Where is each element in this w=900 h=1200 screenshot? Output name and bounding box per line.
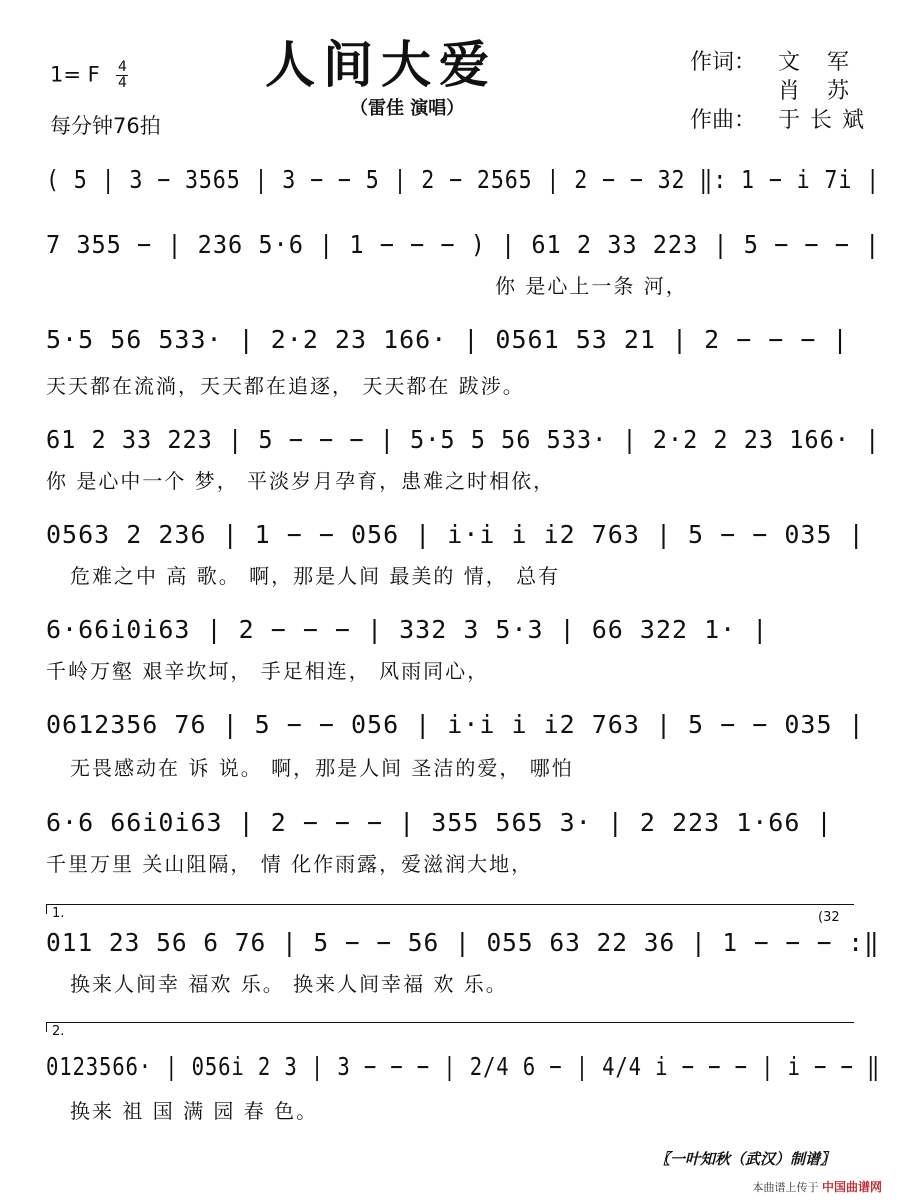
key-label: 1= F — [50, 62, 100, 87]
upload-site-logo: 中国曲谱网 — [821, 1180, 882, 1194]
score-notes-line-2: 7 355 − | 236 5·6 | 1 − − − ) | 61 2 33 223 | 5 − − − | — [46, 230, 881, 259]
lyricist-row — [690, 48, 868, 77]
composer-row — [690, 106, 875, 135]
score-notes-line-1: ( 5 | 3 − 3565 | 3 − − 5 | 2 − 2565 | 2 − − 32 ‖: 1 − i 7i | — [46, 165, 881, 194]
lyricist-name-2: 肖 苏 — [778, 79, 859, 104]
score-notes-line-3: 5·5 56 533· | 2·2 23 166· | 0561 53 21 | 2 − − − | — [46, 325, 849, 354]
volta-2-tick — [46, 1022, 47, 1032]
volta-1-grace-notes: (32 — [818, 910, 840, 925]
transcriber-credit: 〖一叶知秋（武汉）制谱〗 — [654, 1150, 835, 1168]
volta-2-label: 2. — [52, 1024, 65, 1039]
score-lyrics-line-6: 千岭万壑 艰辛坎坷， 手足相连， 风雨同心， — [46, 659, 490, 683]
tempo-marking: 每分钟76拍 — [50, 114, 161, 138]
score-notes-line-4: 61 2 33 223 | 5 − − − | 5·5 5 56 533· | 2·2 2 23 166· | — [46, 425, 881, 454]
score-lyrics-line-8: 千里万里 关山阻隔， 情 化作雨露，爱滋润大地， — [46, 852, 534, 876]
score-lyrics-line-3: 天天都在流淌，天天都在追逐， 天天都在 跋涉。 — [46, 374, 525, 398]
score-notes-line-5: 0563 2 236 | 1 − − 056 | i·i i i2 763 | 5 − − 035 | — [46, 520, 865, 549]
lyricist-name-1: 文 军 — [778, 50, 859, 75]
score-notes-line-10: 0123566· | 056i 2 3 | 3 − − − | 2/4 6 − | 4/4 i − − − | i − − ‖ — [46, 1052, 881, 1081]
score-lyrics-line-5: 危难之中 高 歌。 啊，那是人间 最美的 情， 总有 — [70, 564, 561, 588]
time-signature-top: 4 — [117, 59, 127, 75]
score-lyrics-line-4: 你 是心中一个 梦， 平淡岁月孕育，患难之时相依， — [46, 469, 556, 493]
volta-1-bracket — [46, 904, 854, 905]
volta-1-tick — [46, 904, 47, 914]
score-lyrics-line-7: 无畏感动在 诉 说。 啊，那是人间 圣洁的爱， 哪怕 — [70, 756, 574, 780]
score-notes-line-9: 011 23 56 6 76 | 5 − − 56 | 055 63 22 36 | 1 − − − :‖ — [46, 928, 880, 957]
lyricist-row-2 — [690, 77, 868, 106]
volta-2-bracket — [46, 1022, 854, 1023]
score-lyrics-line-10: 换来 祖 国 满 园 春 色。 — [70, 1099, 319, 1123]
score-notes-line-8: 6·6 66i0i63 | 2 − − − | 355 565 3· | 2 223 1·66 | — [46, 808, 833, 837]
score-notes-line-7: 0612356 76 | 5 − − 056 | i·i i i2 763 | 5 − − 035 | — [46, 710, 865, 739]
score-lyrics-line-9: 换来人间幸 福欢 乐。 换来人间幸福 欢 乐。 — [70, 972, 508, 996]
upload-prefix: 本曲谱上传于 — [752, 1181, 819, 1194]
time-signature — [116, 60, 128, 91]
composer-name: 于长斌 — [778, 108, 875, 133]
score-lyrics-line-2: 你 是心上一条 河， — [495, 274, 688, 298]
key-signature — [50, 60, 128, 91]
singer-credit: （雷佳 演唱） — [350, 98, 465, 119]
composer-label: 作曲： — [690, 108, 757, 133]
credits-block — [690, 48, 875, 135]
song-title: 人间大爱 — [265, 35, 497, 94]
score-notes-line-6: 6·66i0i63 | 2 − − − | 332 3 5·3 | 66 322 1· | — [46, 615, 769, 644]
time-signature-bottom: 4 — [117, 75, 127, 91]
lyricist-label: 作词： — [690, 50, 757, 75]
volta-1-label: 1. — [52, 906, 65, 921]
upload-watermark — [752, 1178, 882, 1195]
credit-spacer — [690, 77, 778, 106]
